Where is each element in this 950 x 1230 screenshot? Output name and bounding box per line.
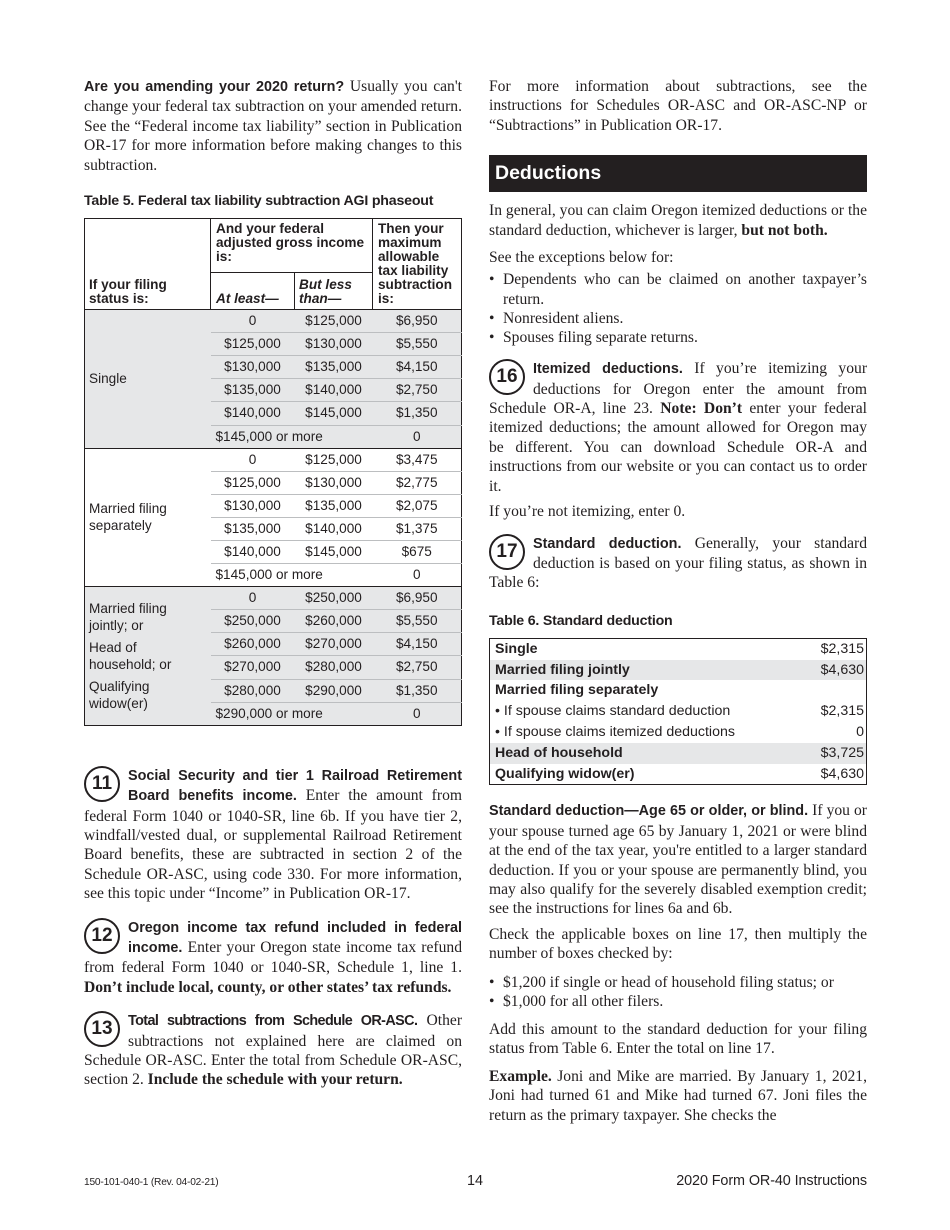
less-than-cell: $140,000	[295, 379, 373, 402]
table-row	[490, 638, 867, 659]
max-cell: 0	[373, 425, 462, 448]
filing-status-cell: Married filing jointly; or Head of household; or Qualifying widow(er)	[85, 587, 211, 726]
deduction-label: • If spouse claims itemized deductions	[495, 723, 735, 740]
range-cell: $290,000 or more	[211, 702, 373, 725]
list-item: • $1,200 if single or head of household filing status; or	[489, 973, 867, 992]
agi-phaseout-body	[85, 310, 462, 726]
table-row	[490, 701, 867, 722]
check-boxes-paragraph: Check the applicable boxes on line 17, then multiply the number of boxes checked by:	[489, 925, 867, 963]
max-cell: $2,750	[373, 379, 462, 402]
less-than-cell: $135,000	[295, 494, 373, 517]
less-than-cell: $250,000	[295, 587, 373, 610]
less-than-cell: $125,000	[295, 448, 373, 471]
example-paragraph: Example. Joni and Mike are married. By January 1, 2021, Joni had turned 61 and Mike had turned 67. Joni files the return as the primary taxpayer. She checks the	[489, 1067, 867, 1124]
deduction-label: • If spouse claims standard deduction	[495, 703, 731, 720]
header-but-less-than: But less than—	[295, 273, 373, 310]
line-11-item: 11 Social Security and tier 1 Railroad Retirement Board benefits income. Enter the amount from federal Form 1040 or 1040-SR, line 6b. If you have tier 2, windfall/vested dual, or supplemental Railroad Retirement Board benefits, these are subtracted in section 2 of the Schedule OR-ASC, using code 330. For more information, see this topic under “Income” in Publication OR-17.	[84, 767, 462, 903]
less-than-cell: $130,000	[295, 333, 373, 356]
amending-paragraph: Are you amending your 2020 return? Usually you can't change your federal tax subtraction on your amended return. See the “Federal income tax liability” section in Publication OR-17 for more information before making changes to this subtraction.	[84, 78, 462, 174]
at-least-cell: 0	[211, 587, 295, 610]
max-cell: $5,550	[373, 333, 462, 356]
age65-paragraph: Standard deduction—Age 65 or older, or blind. If you or your spouse turned age 65 by January 1, 2021 or were blind at the end of the tax year, you're entitled to a larger standard deduction. If you or your spouse are permanently blind, you may also qualify for the severely disabled exemption credit; see the instructions for lines 6a and 6b.	[489, 802, 867, 918]
at-least-cell: $125,000	[211, 333, 295, 356]
header-agi: And your federal adjusted gross income is:	[211, 219, 373, 273]
not-itemizing-note: If you’re not itemizing, enter 0.	[489, 503, 686, 521]
less-than-cell: $145,000	[295, 402, 373, 425]
table-row	[490, 680, 867, 701]
line-12-item: 12 Oregon income tax refund included in federal income. Enter your Oregon state income tax refund from federal Form 1040 or 1040-SR, Schedule 1, line 1. Don’t include local, county, or other states’ tax refunds.	[84, 919, 462, 996]
line-13-item: 13 Total subtractions from Schedule OR-ASC. Other subtractions not explained here are claimed on Schedule OR-ASC. Enter the total from Schedule OR-ASC, section 2. Include the schedule with your return.	[84, 1012, 463, 1089]
right-column	[489, 77, 867, 1125]
max-cell: $675	[373, 540, 462, 563]
deductions-intro: In general, you can claim Oregon itemized deductions or the standard deduction, whichever is larger, but not both.	[489, 202, 867, 239]
range-cell: $145,000 or more	[211, 425, 373, 448]
table-row	[85, 587, 462, 610]
deduction-label: Single	[495, 640, 538, 657]
deduction-label: Married filing separately	[495, 682, 659, 699]
max-cell: $1,350	[373, 679, 462, 702]
at-least-cell: $130,000	[211, 356, 295, 379]
table-row	[85, 448, 462, 471]
deduction-amount: $4,630	[802, 660, 866, 681]
max-cell: 0	[373, 702, 462, 725]
max-cell: $4,150	[373, 356, 462, 379]
header-at-least: At least—	[211, 273, 295, 310]
filing-status-cell: Single	[85, 310, 211, 449]
at-least-cell: $280,000	[211, 679, 295, 702]
at-least-cell: $140,000	[211, 402, 295, 425]
table6-caption: Table 6. Standard deduction	[489, 612, 673, 629]
less-than-cell: $280,000	[295, 656, 373, 679]
less-than-cell: $260,000	[295, 610, 373, 633]
table-row	[490, 764, 867, 785]
table-row	[85, 310, 462, 333]
deduction-label: Qualifying widow(er)	[495, 765, 635, 782]
less-than-cell: $140,000	[295, 517, 373, 540]
list-item: • Spouses filing separate returns.	[489, 328, 867, 347]
line-16-item: 16 Itemized deductions. If you’re itemizing your deductions for Oregon enter the amount from Schedule OR-A, line 23. Note: Don’t enter your federal itemized deductions; the amount allowed for Oregon may be different. You can download Schedule OR-A and instructions from our website or you can contact us to order it.	[489, 360, 868, 495]
list-item: • Nonresident aliens.	[489, 309, 867, 328]
add-amount-paragraph: Add this amount to the standard deduction for your filing status from Table 6. Enter the total on line 17.	[489, 1020, 867, 1058]
max-cell: $4,150	[373, 633, 462, 656]
document-title: 2020 Form OR-40 Instructions	[676, 1173, 867, 1189]
form-number: 150-101-040-1 (Rev. 04-02-21)	[84, 1177, 219, 1188]
at-least-cell: $260,000	[211, 633, 295, 656]
deduction-amount	[802, 680, 866, 701]
multipliers-list	[489, 973, 867, 1011]
exceptions-list	[489, 270, 867, 347]
less-than-cell: $290,000	[295, 679, 373, 702]
max-cell: $1,375	[373, 517, 462, 540]
table5-caption: Table 5. Federal tax liability subtraction AGI phaseout	[84, 193, 434, 210]
line-number-badge: 16	[489, 359, 525, 395]
at-least-cell: $130,000	[211, 494, 295, 517]
exceptions-lead: See the exceptions below for:	[489, 249, 674, 267]
header-max-subtraction: Then your maximum allowable tax liability subtraction is:	[373, 219, 462, 310]
list-item: • $1,000 for all other filers.	[489, 992, 867, 1011]
max-cell: $5,550	[373, 610, 462, 633]
deduction-amount: $3,725	[802, 743, 866, 764]
max-cell: $1,350	[373, 402, 462, 425]
filing-status-cell: Married filing separately	[85, 448, 211, 587]
at-least-cell: $135,000	[211, 517, 295, 540]
at-least-cell: $270,000	[211, 656, 295, 679]
deduction-amount: $2,315	[820, 703, 864, 720]
less-than-cell: $145,000	[295, 540, 373, 563]
header-filing-status: If your filing status is:	[85, 219, 211, 310]
less-than-cell: $135,000	[295, 356, 373, 379]
list-item: • Dependents who can be claimed on another taxpayer’s return.	[489, 270, 867, 308]
range-cell: $145,000 or more	[211, 564, 373, 587]
max-cell: $3,475	[373, 448, 462, 471]
agi-phaseout-table	[84, 218, 462, 726]
section-title-deductions: Deductions	[489, 155, 867, 192]
less-than-cell: $270,000	[295, 633, 373, 656]
deduction-label: Head of household	[490, 743, 803, 764]
table-row	[490, 743, 867, 764]
max-cell: $6,950	[373, 587, 462, 610]
line-number-badge: 17	[489, 534, 525, 570]
at-least-cell: $250,000	[211, 610, 295, 633]
max-cell: 0	[373, 564, 462, 587]
line-number-badge: 13	[84, 1011, 120, 1047]
deduction-amount: $2,315	[820, 640, 864, 657]
table-row	[490, 722, 867, 743]
deduction-label: Married filing jointly	[490, 660, 803, 681]
deduction-amount: $4,630	[820, 765, 864, 782]
max-cell: $2,750	[373, 656, 462, 679]
line-17-item: 17 Standard deduction. Generally, your standard deduction is based on your filing status, as shown in Table 6:	[489, 534, 867, 592]
standard-deduction-table	[489, 638, 867, 786]
max-cell: $2,075	[373, 494, 462, 517]
more-info-paragraph: For more information about subtractions, see the instructions for Schedules OR-ASC and OR-ASC-NP or “Subtractions” in Publication OR-17.	[489, 78, 867, 134]
line-number-badge: 12	[84, 918, 120, 954]
at-least-cell: 0	[211, 448, 295, 471]
at-least-cell: $135,000	[211, 379, 295, 402]
at-least-cell: 0	[211, 310, 295, 333]
at-least-cell: $125,000	[211, 471, 295, 494]
deduction-amount: 0	[856, 723, 864, 740]
at-least-cell: $140,000	[211, 540, 295, 563]
less-than-cell: $125,000	[295, 310, 373, 333]
max-cell: $6,950	[373, 310, 462, 333]
line-number-badge: 11	[84, 766, 120, 802]
less-than-cell: $130,000	[295, 471, 373, 494]
page-number: 14	[467, 1173, 484, 1189]
max-cell: $2,775	[373, 471, 462, 494]
left-column	[84, 77, 462, 1090]
table-row	[490, 660, 867, 681]
